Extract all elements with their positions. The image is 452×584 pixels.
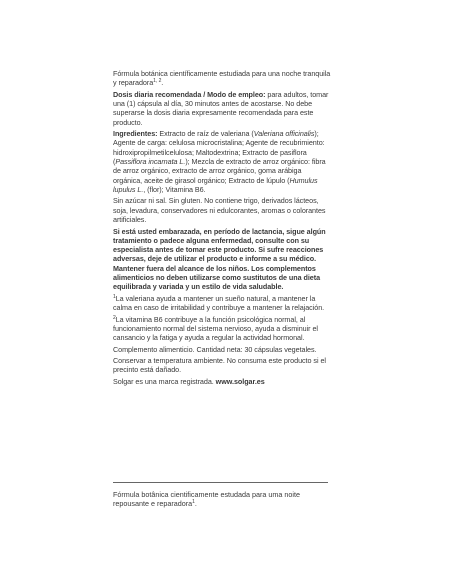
storage-paragraph: Conservar a temperatura ambiente. No consuma este producto si el precinto está dañado.: [113, 356, 326, 375]
intro-paragraph: Fórmula botánica científicamente estudiada para una noche tranquila y reparadora$^{1, 2}$.: [113, 69, 331, 88]
dosage-paragraph: Dosis diaria recomendada / Modo de empleo: para adultos, tomar una (1) cápsula al día, 30 minutos antes de acostarse. No debe superarse la dosis diaria expresamente recomendada para este producto.: [113, 89, 329, 127]
ingredients-paragraph: Ingredientes: Extracto de raíz de valeriana (Valeriana officinalis); Agente de carga: celulosa microcristalina; Agente de recubrimiento: hidroxipropilmetilcelulosa; Maltodextrina; Extracto de pasiflora (Passiflora incarnata L.); Mezcla de extracto de arroz orgánico: fibra de arroz orgánico, extracto de arroz orgánico, goma arábiga orgánica, aceite de girasol orgánico; Extracto de lúpulo (Humulus lupulus L., (flor); Vitamina B6.: [113, 129, 326, 194]
free-from-paragraph: Sin azúcar ni sal. Sin gluten. No contiene trigo, derivados lácteos, soja, levadura, conservadores ni edulcorantes, aromas o colorantes artificiales.: [113, 196, 326, 225]
footnote-ref: 1, 2: [153, 78, 162, 85]
dosage-heading: Dosis diaria recomendada / Modo de empleo:: [113, 89, 266, 99]
ingredients-heading: Ingredientes:: [113, 129, 158, 139]
footnote-2: $^2$La vitamina B6 contribuye a la función psicológica normal, al funcionamiento normal del sistema nervioso, ayuda a disminuir el cansancio y la fatiga y ayuda a regular la actividad hormonal.: [113, 314, 318, 343]
footnote-1: $^1$La valeriana ayuda a mantener un sueño natural, a mantener la calma en caso de irritabilidad y contribuye a mantener la relajación.: [113, 293, 325, 313]
section-divider: [113, 482, 328, 483]
supplement-label-text: [113, 69, 331, 388]
website-link[interactable]: www.solgar.es: [215, 376, 265, 386]
contents-paragraph: Complemento alimenticio. Cantidad neta: 30 cápsulas vegetales.: [113, 344, 317, 354]
trademark-paragraph: Solgar es una marca registrada. www.solgar.es: [113, 376, 265, 386]
portuguese-paragraph: Fórmula botânica cientificamente estudada para uma noite repousante e reparadora$^1$.: [113, 490, 300, 509]
warning-paragraph: Si está usted embarazada, en período de lactancia, sigue algún tratamiento o padece alguna enfermedad, consulte con su especialista antes de tomar este producto. Si sufre reacciones adversas, deje de utilizar el producto e informe a su médico. Mantener fuera del alcance de los niños. Los complementos alimenticios no deben utilizarse como sustitutos de una dieta equilibrada y variada y un estilo de vida saludable.: [113, 226, 326, 292]
